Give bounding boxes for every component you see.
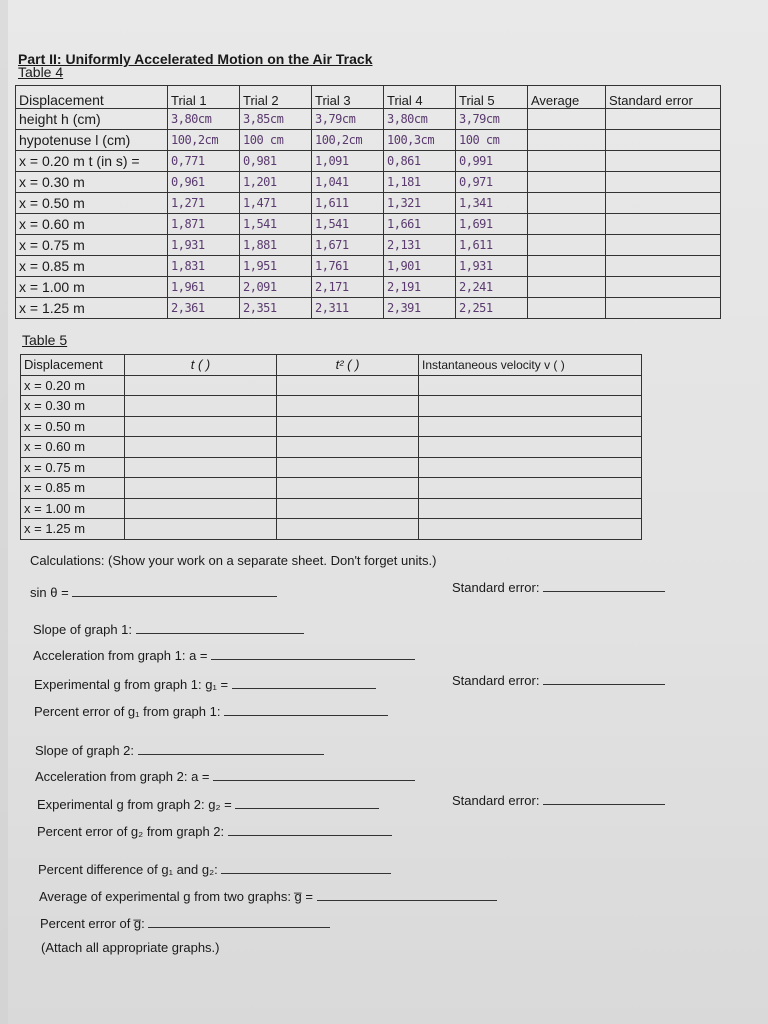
t5-header-t2: t² ( ) (277, 355, 419, 376)
table4-label: Table 4 (18, 64, 64, 80)
sin-theta-label: sin θ = (30, 585, 69, 600)
t5-row-label: x = 1.00 m (21, 498, 125, 519)
t4-cell: 0,981 (240, 151, 312, 172)
t4-cell (606, 256, 721, 277)
answer-line[interactable] (317, 888, 497, 901)
t5-cell[interactable] (125, 457, 277, 478)
t5-cell[interactable] (277, 457, 419, 478)
t4-cell: 100,3cm (384, 130, 456, 151)
t4-row (16, 256, 721, 277)
t4-cell: 1,091 (312, 151, 384, 172)
t4-cell: 3,80cm (384, 109, 456, 130)
t4-cell (528, 130, 606, 151)
t4-hyp-label: hypotenuse l (cm) (16, 130, 168, 151)
t5-cell[interactable] (419, 437, 642, 458)
t5-cell[interactable] (277, 478, 419, 499)
t4-row-label: x = 0.20 m t (in s) = (16, 151, 168, 172)
accel1-label: Acceleration from graph 1: a = (33, 648, 208, 663)
t4-header-displacement: Displacement (16, 86, 168, 109)
perr-g1-field (34, 703, 388, 719)
sin-theta-field (30, 584, 277, 600)
t4-cell: 1,691 (456, 214, 528, 235)
accel2-field (35, 768, 415, 784)
slope1-label: Slope of graph 1: (33, 622, 133, 637)
avg-g-field (39, 888, 497, 904)
table5-label: Table 5 (22, 332, 68, 348)
t4-cell (528, 277, 606, 298)
std-error-label: Standard error: (452, 673, 540, 688)
t4-cell: 1,611 (312, 193, 384, 214)
t5-row-label: x = 0.85 m (21, 478, 125, 499)
t5-header-velocity: Instantaneous velocity v ( ) (419, 355, 642, 376)
t5-cell[interactable] (125, 519, 277, 540)
t4-cell: 1,761 (312, 256, 384, 277)
perr-g2-field (37, 823, 392, 839)
slope2-label: Slope of graph 2: (35, 743, 135, 758)
t5-cell[interactable] (125, 478, 277, 499)
slope2-field (35, 742, 324, 758)
t5-cell[interactable] (125, 375, 277, 396)
t4-cell: 2,361 (168, 298, 240, 319)
t5-cell[interactable] (419, 457, 642, 478)
t4-cell: 3,79cm (312, 109, 384, 130)
t4-cell: 2,351 (240, 298, 312, 319)
t4-header-trial4: Trial 4 (384, 86, 456, 109)
t4-cell: 0,961 (168, 172, 240, 193)
t4-cell: 2,251 (456, 298, 528, 319)
t4-cell: 1,901 (384, 256, 456, 277)
t4-cell: 1,041 (312, 172, 384, 193)
t5-row-label: x = 0.30 m (21, 396, 125, 417)
answer-line[interactable] (221, 861, 391, 874)
attach-note: (Attach all appropriate graphs.) (41, 940, 220, 955)
t5-cell[interactable] (277, 437, 419, 458)
t4-cell (606, 298, 721, 319)
t4-header-trial5: Trial 5 (456, 86, 528, 109)
perr-g2-label: Percent error of g₂ from graph 2: (37, 824, 225, 839)
t5-cell[interactable] (419, 396, 642, 417)
t4-cell: 2,171 (312, 277, 384, 298)
t4-row-label: x = 0.60 m (16, 214, 168, 235)
avg-g-label: Average of experimental g from two graphs: g̅ = (39, 889, 313, 904)
perr-g1-label: Percent error of g₁ from graph 1: (34, 704, 221, 719)
t4-cell: 1,931 (456, 256, 528, 277)
t4-cell (606, 130, 721, 151)
t4-cell: 1,341 (456, 193, 528, 214)
t5-cell[interactable] (277, 396, 419, 417)
t4-row (16, 298, 721, 319)
t5-cell[interactable] (419, 478, 642, 499)
answer-line[interactable] (543, 792, 665, 805)
answer-line[interactable] (232, 676, 376, 689)
pdiff-field (38, 861, 391, 877)
std-error-field-2 (452, 672, 665, 688)
t4-cell (606, 277, 721, 298)
t5-row-label: x = 0.60 m (21, 437, 125, 458)
answer-line[interactable] (224, 703, 388, 716)
t4-cell: 1,831 (168, 256, 240, 277)
table-4 (15, 85, 721, 319)
perr-avg-field (40, 915, 330, 931)
t4-cell: 0,991 (456, 151, 528, 172)
t5-header-displacement: Displacement (21, 355, 125, 376)
answer-line[interactable] (138, 742, 324, 755)
t4-row (16, 193, 721, 214)
t4-cell: 100,2cm (168, 130, 240, 151)
t5-row (21, 457, 642, 478)
t4-cell: 3,85cm (240, 109, 312, 130)
t4-cell: 100,2cm (312, 130, 384, 151)
t4-cell: 3,79cm (456, 109, 528, 130)
t5-row-label: x = 0.20 m (21, 375, 125, 396)
t4-cell: 1,541 (240, 214, 312, 235)
t4-cell: 1,541 (312, 214, 384, 235)
t5-row (21, 437, 642, 458)
t5-row-label: x = 0.50 m (21, 416, 125, 437)
answer-line[interactable] (72, 584, 277, 597)
t5-cell[interactable] (419, 375, 642, 396)
slope1-field (33, 621, 304, 637)
t5-header-t: t ( ) (125, 355, 277, 376)
t4-header-trial1: Trial 1 (168, 86, 240, 109)
t4-cell: 2,191 (384, 277, 456, 298)
g2-label: Experimental g from graph 2: g₂ = (37, 797, 232, 812)
t5-row (21, 498, 642, 519)
t4-header-std-error: Standard error (606, 86, 721, 109)
t5-cell[interactable] (277, 375, 419, 396)
perr-avg-label: Percent error of g̅: (40, 916, 145, 931)
answer-line[interactable] (213, 768, 415, 781)
calc-heading: Calculations: (Show your work on a separate sheet. Don't forget units.) (30, 553, 437, 568)
t4-row (16, 172, 721, 193)
g1-field (34, 676, 376, 692)
t4-cell (606, 172, 721, 193)
t4-cell: 1,671 (312, 235, 384, 256)
t5-cell[interactable] (419, 416, 642, 437)
t5-row (21, 396, 642, 417)
t5-cell[interactable] (125, 437, 277, 458)
t4-row (16, 151, 721, 172)
t5-cell[interactable] (125, 416, 277, 437)
t4-row (16, 277, 721, 298)
t4-cell: 1,181 (384, 172, 456, 193)
t4-cell: 1,201 (240, 172, 312, 193)
t4-row-label: x = 1.00 m (16, 277, 168, 298)
t4-row (16, 235, 721, 256)
t4-row-label: x = 0.85 m (16, 256, 168, 277)
g2-field (37, 796, 379, 812)
answer-line[interactable] (543, 672, 665, 685)
t4-cell: 1,321 (384, 193, 456, 214)
t5-cell[interactable] (277, 416, 419, 437)
t4-cell (528, 235, 606, 256)
t4-header-average: Average (528, 86, 606, 109)
t4-cell: 1,471 (240, 193, 312, 214)
t5-row (21, 519, 642, 540)
t4-cell: 2,241 (456, 277, 528, 298)
t4-cell: 1,611 (456, 235, 528, 256)
answer-line[interactable] (543, 579, 665, 592)
t4-cell: 2,131 (384, 235, 456, 256)
t4-cell: 3,80cm (168, 109, 240, 130)
t4-cell: 100 cm (240, 130, 312, 151)
t5-row-label: x = 0.75 m (21, 457, 125, 478)
part-title: Part II: Uniformly Accelerated Motion on the Air Track (18, 51, 373, 67)
accel1-field (33, 647, 415, 663)
t4-header-trial3: Trial 3 (312, 86, 384, 109)
g1-label: Experimental g from graph 1: g₁ = (34, 677, 229, 692)
t5-cell[interactable] (277, 519, 419, 540)
t5-cell[interactable] (277, 498, 419, 519)
t5-row (21, 375, 642, 396)
t4-cell: 1,661 (384, 214, 456, 235)
t4-cell: 0,971 (456, 172, 528, 193)
table-5 (20, 354, 642, 540)
t4-cell (528, 193, 606, 214)
std-error-label: Standard error: (452, 793, 540, 808)
answer-line[interactable] (148, 915, 330, 928)
answer-line[interactable] (228, 823, 392, 836)
std-error-label: Standard error: (452, 580, 540, 595)
t4-cell (606, 151, 721, 172)
t4-cell: 0,861 (384, 151, 456, 172)
t4-cell (606, 193, 721, 214)
t4-row-label: x = 0.50 m (16, 193, 168, 214)
t4-cell: 1,871 (168, 214, 240, 235)
t4-cell: 1,881 (240, 235, 312, 256)
t4-cell: 2,391 (384, 298, 456, 319)
t5-cell[interactable] (125, 396, 277, 417)
t4-cell (528, 214, 606, 235)
t4-cell (606, 214, 721, 235)
t4-header-trial2: Trial 2 (240, 86, 312, 109)
std-error-field-3 (452, 792, 665, 808)
t4-cell: 0,771 (168, 151, 240, 172)
t4-cell (528, 298, 606, 319)
t4-cell: 1,931 (168, 235, 240, 256)
t4-row-label: x = 1.25 m (16, 298, 168, 319)
t5-cell[interactable] (419, 519, 642, 540)
t5-row (21, 478, 642, 499)
t4-cell (528, 256, 606, 277)
t4-cell (606, 109, 721, 130)
accel2-label: Acceleration from graph 2: a = (35, 769, 210, 784)
t4-cell: 1,271 (168, 193, 240, 214)
t4-row (16, 214, 721, 235)
t4-cell: 2,311 (312, 298, 384, 319)
t4-cell (528, 151, 606, 172)
t5-row (21, 416, 642, 437)
t4-row-label: x = 0.30 m (16, 172, 168, 193)
t4-height-label: height h (cm) (16, 109, 168, 130)
t4-cell: 1,951 (240, 256, 312, 277)
t5-cell[interactable] (125, 498, 277, 519)
answer-line[interactable] (136, 621, 304, 634)
answer-line[interactable] (235, 796, 379, 809)
pdiff-label: Percent difference of g₁ and g₂: (38, 862, 218, 877)
t4-cell (606, 235, 721, 256)
t5-row-label: x = 1.25 m (21, 519, 125, 540)
t4-cell: 100 cm (456, 130, 528, 151)
t4-cell (528, 172, 606, 193)
t4-cell (528, 109, 606, 130)
answer-line[interactable] (211, 647, 415, 660)
std-error-field-1 (452, 579, 665, 595)
t5-cell[interactable] (419, 498, 642, 519)
t4-row-label: x = 0.75 m (16, 235, 168, 256)
t4-cell: 2,091 (240, 277, 312, 298)
t4-cell: 1,961 (168, 277, 240, 298)
